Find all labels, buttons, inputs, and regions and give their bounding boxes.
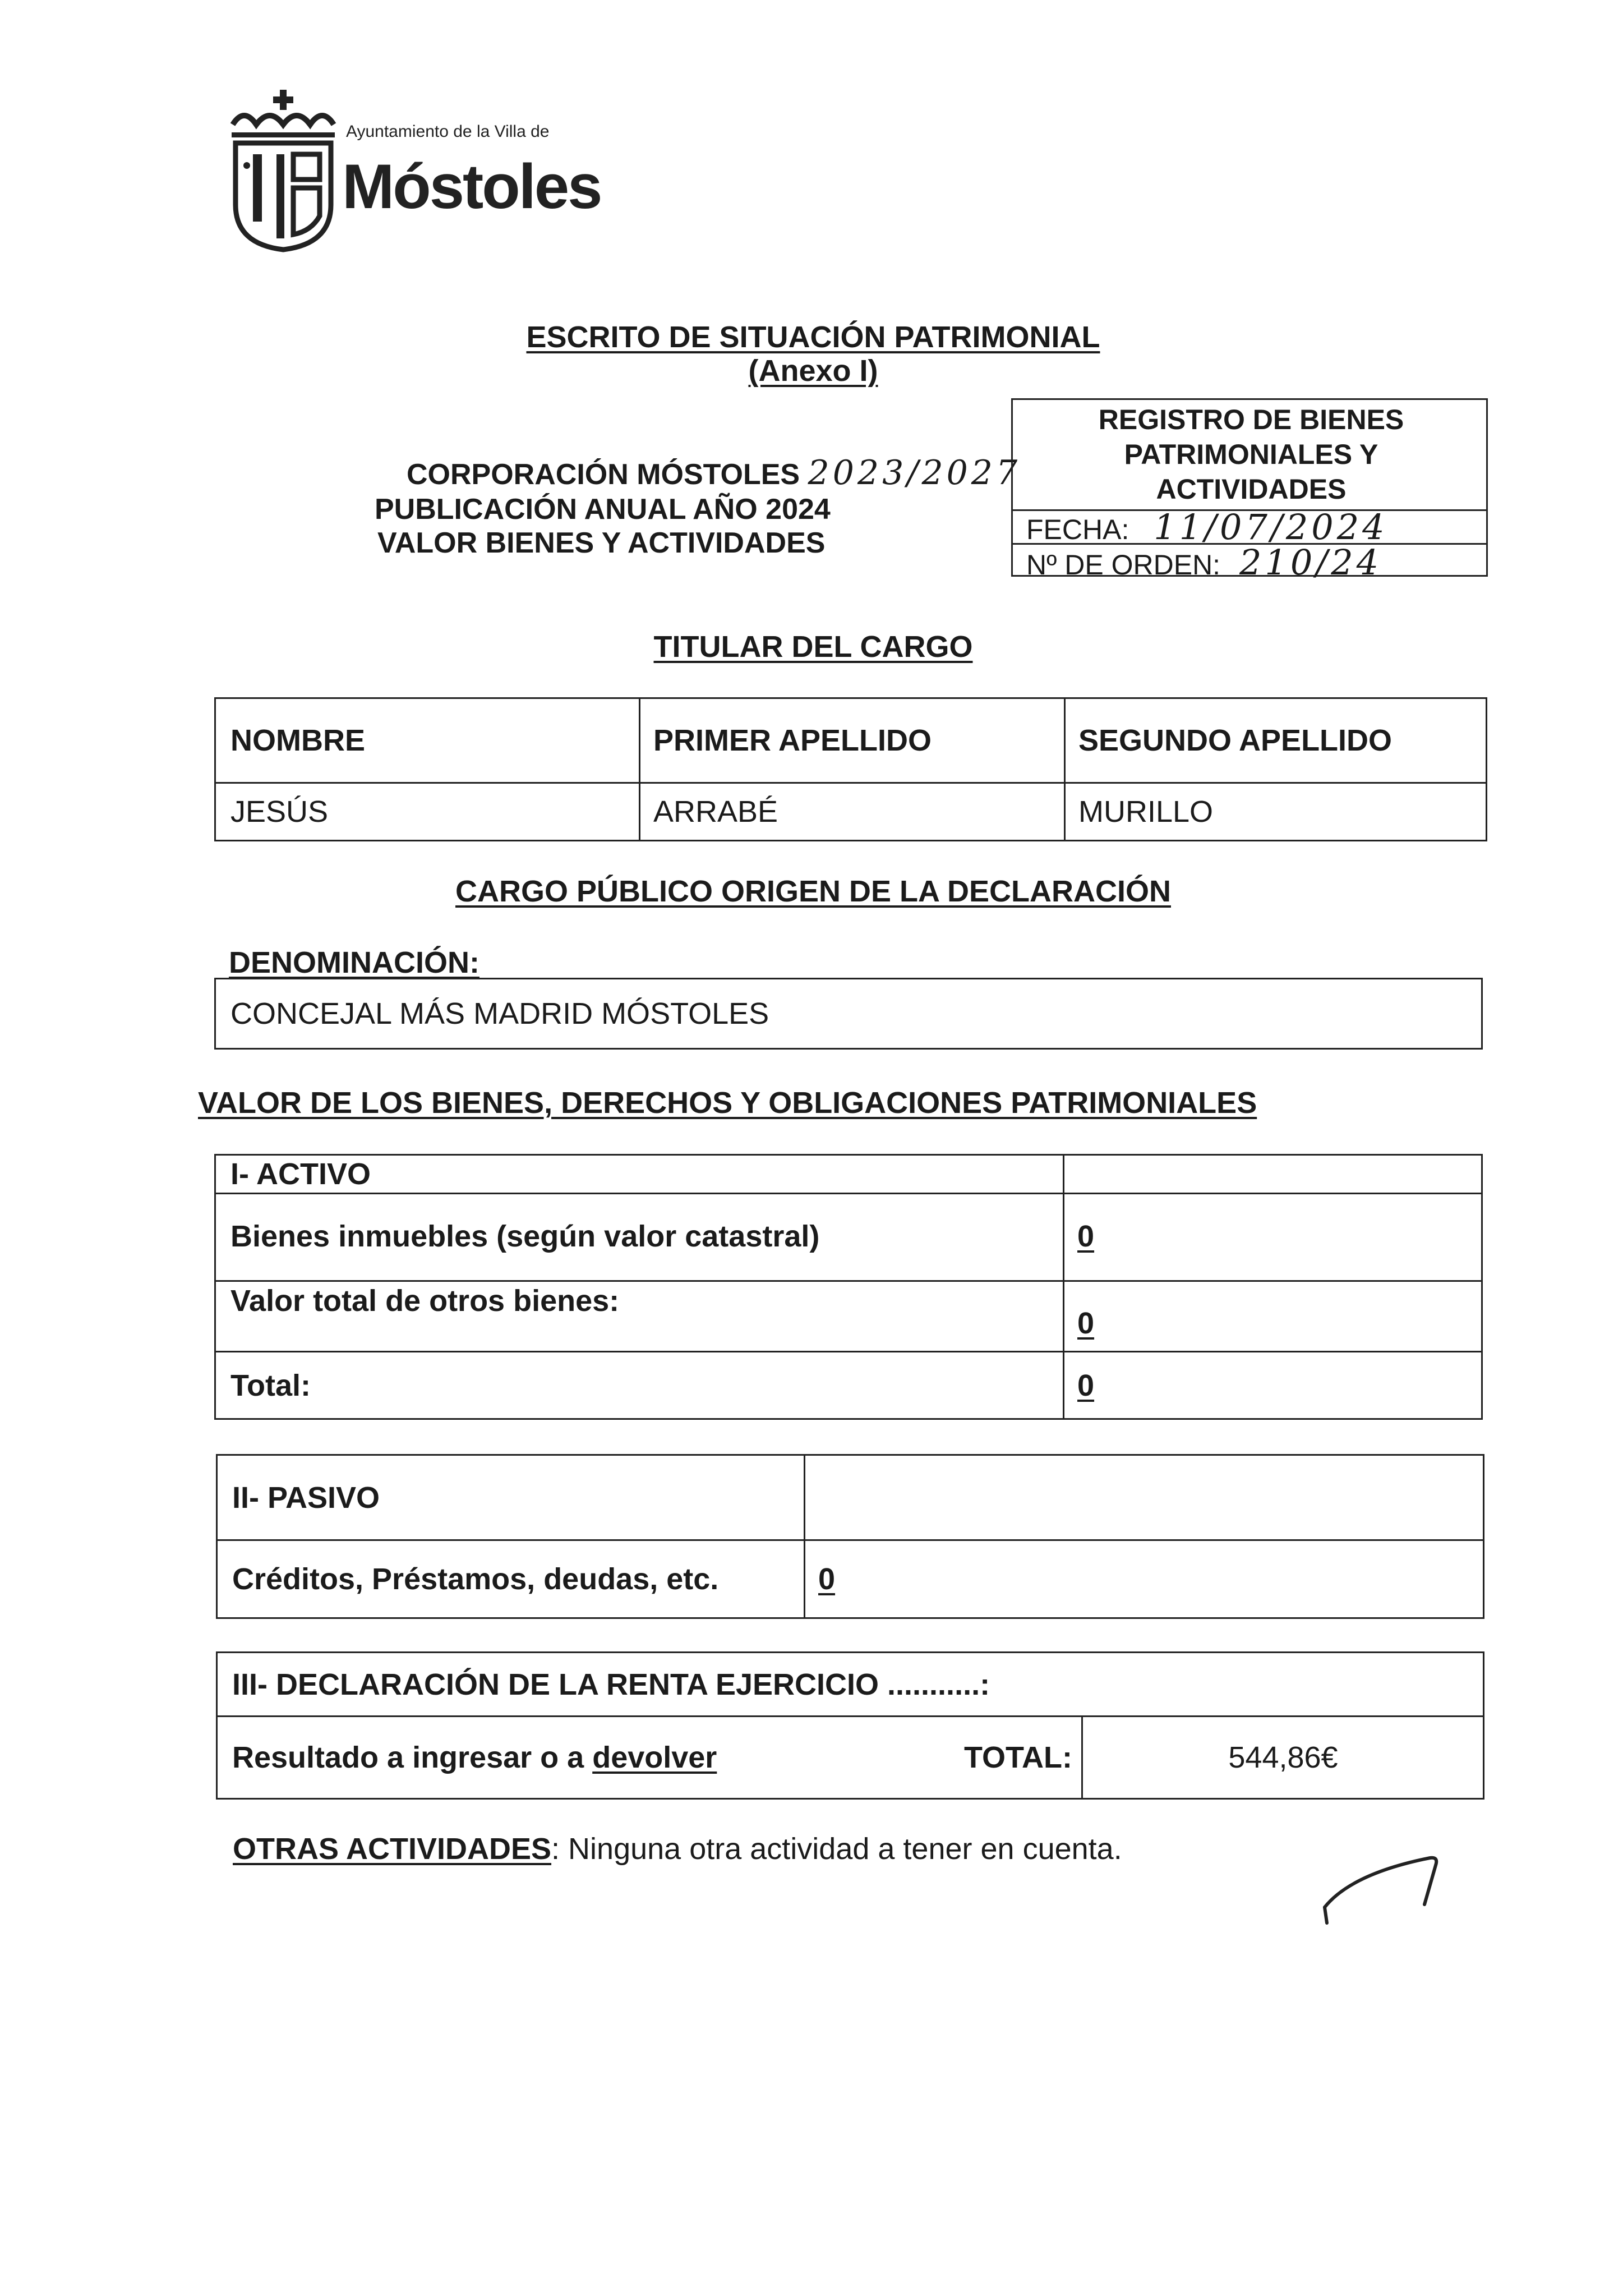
income-tax-result-label xyxy=(218,1715,919,1800)
liabilities-table xyxy=(216,1454,1484,1619)
income-tax-total-label: TOTAL: xyxy=(964,1741,1072,1774)
income-tax-refund-word: devolver xyxy=(592,1741,717,1774)
registry-order xyxy=(1026,542,1382,583)
assets-section-heading: I- ACTIVO xyxy=(230,1157,371,1191)
liabilities-section-heading: II- PASIVO xyxy=(232,1480,380,1515)
other-assets-value: 0 xyxy=(1077,1306,1095,1340)
denomination-label: DENOMINACIÓN: xyxy=(229,946,479,979)
logo-line1: Ayuntamiento de la Villa de xyxy=(346,122,550,141)
liabilities-value: 0 xyxy=(818,1562,836,1596)
other-activities-colon: : xyxy=(551,1832,560,1866)
income-tax-table xyxy=(216,1651,1484,1800)
corporation-period-handwritten: 2023/2027 xyxy=(808,453,1021,493)
income-tax-total-value: 544,86€ xyxy=(1228,1741,1338,1774)
header-segundo-apellido: SEGUNDO APELLIDO xyxy=(1078,724,1393,757)
denomination-box xyxy=(214,978,1483,1050)
value-segundo-apellido: MURILLO xyxy=(1078,795,1214,829)
registry-date-value: 11/07/2024 xyxy=(1154,507,1388,547)
assets-heading: VALOR DE LOS BIENES, DERECHOS Y OBLIGACIONES PATRIMONIALES xyxy=(198,1086,1257,1120)
assets-total-label: Total: xyxy=(230,1369,311,1402)
value-primer-apellido: ARRABÉ xyxy=(653,795,778,829)
registry-box xyxy=(1011,398,1488,583)
corporation-line xyxy=(407,453,1021,493)
registry-date-label: FECHA: xyxy=(1026,514,1129,545)
other-activities-text: Ninguna otra actividad a tener en cuenta. xyxy=(560,1832,1122,1866)
holder-heading: TITULAR DEL CARGO xyxy=(653,630,973,664)
assets-table xyxy=(214,1154,1483,1420)
header-primer-apellido: PRIMER APELLIDO xyxy=(653,724,932,757)
other-activities-line xyxy=(233,1832,1122,1866)
document-subtitle: (Anexo I) xyxy=(748,354,878,388)
real-estate-label: Bienes inmuebles (según valor catastral) xyxy=(230,1220,820,1253)
signature-scribble xyxy=(1318,1851,1453,1941)
other-assets-label: Valor total de otros bienes: xyxy=(230,1284,620,1318)
holder-table xyxy=(214,697,1487,841)
income-tax-result-text: Resultado a ingresar o a xyxy=(232,1741,593,1774)
registry-heading: REGISTRO DE BIENES PATRIMONIALES Y ACTIVIDADES xyxy=(1098,404,1404,505)
coat-of-arms-icon xyxy=(227,84,339,252)
income-tax-heading: III- DECLARACIÓN DE LA RENTA EJERCICIO ...........: xyxy=(232,1667,990,1701)
registry-order-label: Nº DE ORDEN: xyxy=(1026,549,1221,581)
other-activities-label: OTRAS ACTIVIDADES xyxy=(233,1832,552,1866)
denomination-value: CONCEJAL MÁS MADRID MÓSTOLES xyxy=(230,997,769,1030)
corporation-label: CORPORACIÓN MÓSTOLES xyxy=(407,458,800,491)
municipal-logo xyxy=(227,84,601,252)
position-heading: CARGO PÚBLICO ORIGEN DE LA DECLARACIÓN xyxy=(455,875,1171,908)
logo-line2: Móstoles xyxy=(342,151,601,222)
assets-total-value: 0 xyxy=(1077,1369,1095,1402)
registry-order-value: 210/24 xyxy=(1239,542,1382,583)
value-line: VALOR BIENES Y ACTIVIDADES xyxy=(377,527,826,559)
document-title: ESCRITO DE SITUACIÓN PATRIMONIAL xyxy=(526,320,1100,354)
value-nombre: JESÚS xyxy=(230,795,329,829)
liabilities-label: Créditos, Préstamos, deudas, etc. xyxy=(232,1562,719,1596)
real-estate-value: 0 xyxy=(1077,1220,1095,1253)
publication-line: PUBLICACIÓN ANUAL AÑO 2024 xyxy=(375,493,831,526)
header-nombre: NOMBRE xyxy=(230,724,365,757)
